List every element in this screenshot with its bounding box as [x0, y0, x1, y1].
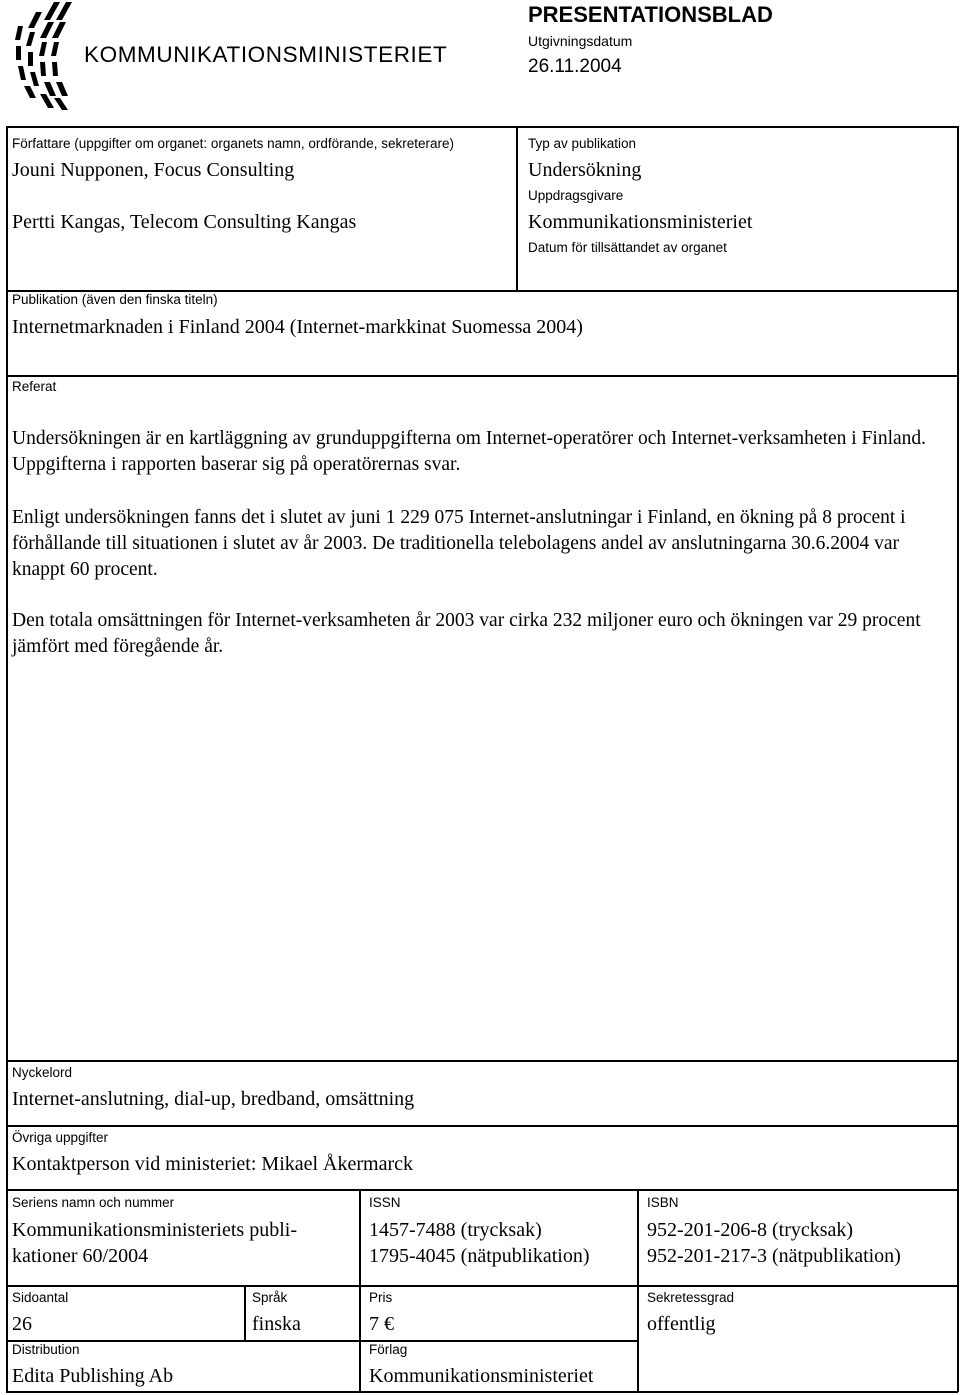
isbn-online: 952-201-217-3 (nätpublikation) [647, 1245, 901, 1267]
author-1: Jouni Nupponen, Focus Consulting [12, 159, 295, 181]
price-value: 7 € [369, 1313, 394, 1335]
publisher-label: Förlag [369, 1342, 408, 1357]
isbn-print: 952-201-206-8 (trycksak) [647, 1219, 854, 1241]
divider-under-other-info [6, 1189, 958, 1191]
confidentiality-label: Sekretessgrad [647, 1290, 735, 1305]
series-value-line-1: Kommunikationsministeriets publi- [12, 1219, 297, 1241]
publication-label: Publikation (även den finska titeln) [12, 292, 218, 307]
divider-under-keywords [6, 1125, 958, 1127]
publisher-value: Kommunikationsministeriet [369, 1365, 594, 1387]
language-label: Språk [252, 1290, 288, 1305]
release-date-value: 26.11.2004 [528, 56, 622, 77]
abstract-paragraph-3: Den totala omsättningen för Internet-verksamheten år 2003 var cirka 232 miljoner euro och ökningen var 29 procent jämfört med föregående år. [12, 610, 921, 657]
commissioner-value: Kommunikationsministeriet [528, 211, 753, 233]
divider-col-2 [359, 1189, 361, 1391]
series-label: Seriens namn och nummer [12, 1195, 175, 1210]
distribution-label: Distribution [12, 1342, 80, 1357]
divider-under-abstract [6, 1060, 958, 1062]
abstract-paragraph-1: Undersökningen är en kartläggning av grunduppgifterna om Internet-operatörer och Internet-verksamheten i Finland. Uppgifterna i rapporten baserar sig på operatörernas svar. [12, 428, 927, 475]
confidentiality-value: offentlig [647, 1313, 716, 1335]
ministry-logo-mark [10, 0, 82, 112]
divider-under-pages [6, 1340, 637, 1342]
page-count-value: 26 [12, 1313, 32, 1335]
language-value: finska [252, 1313, 301, 1335]
abstract-label: Referat [12, 379, 57, 394]
isbn-label: ISBN [647, 1195, 679, 1210]
appointment-date-label: Datum för tillsättandet av organet [528, 240, 727, 255]
ministry-name: KOMMUNIKATIONSMINISTERIET [84, 42, 448, 67]
form-right-border [957, 126, 959, 1392]
document-type-title: PRESENTATIONSBLAD [528, 2, 773, 27]
commissioner-label: Uppdragsgivare [528, 188, 624, 203]
divider-col-3 [637, 1189, 639, 1391]
keywords-value: Internet-anslutning, dial-up, bredband, omsättning [12, 1088, 415, 1110]
distribution-value: Edita Publishing Ab [12, 1365, 174, 1387]
divider-pages-language [244, 1285, 246, 1341]
publication-type-label: Typ av publikation [528, 136, 637, 151]
abstract-paragraph-2: Enligt undersökningen fanns det i slutet av juni 1 229 075 Internet-anslutningar i Finland, en ökning på 8 procent i förhållande till situationen i slutet av år 2003. De traditionella telebolagens andel av anslutningarna 30.6.2004 var knappt 60 procent. [12, 507, 906, 580]
issn-print: 1457-7488 (trycksak) [369, 1219, 542, 1241]
divider-under-series [6, 1285, 958, 1287]
form-top-border [6, 126, 958, 128]
page-count-label: Sidoantal [12, 1290, 69, 1305]
authors-label: Författare (uppgifter om organet: organets namn, ordförande, sekreterare) [12, 136, 454, 151]
other-info-label: Övriga uppgifter [12, 1130, 109, 1145]
issn-online: 1795-4045 (nätpublikation) [369, 1245, 590, 1267]
price-label: Pris [369, 1290, 393, 1305]
divider-under-publication [6, 375, 958, 377]
divider-authors-type [516, 126, 518, 291]
series-value-line-2: kationer 60/2004 [12, 1245, 149, 1267]
keywords-label: Nyckelord [12, 1065, 73, 1080]
author-2: Pertti Kangas, Telecom Consulting Kangas [12, 211, 357, 233]
form-bottom-border [6, 1391, 958, 1393]
issn-label: ISSN [369, 1195, 401, 1210]
release-date-label: Utgivningsdatum [528, 33, 633, 49]
publication-type-value: Undersökning [528, 159, 642, 181]
publication-title: Internetmarknaden i Finland 2004 (Internet-markkinat Suomessa 2004) [12, 316, 583, 338]
other-info-value: Kontaktperson vid ministeriet: Mikael Åkermarck [12, 1153, 414, 1175]
form-left-border [6, 126, 8, 1392]
